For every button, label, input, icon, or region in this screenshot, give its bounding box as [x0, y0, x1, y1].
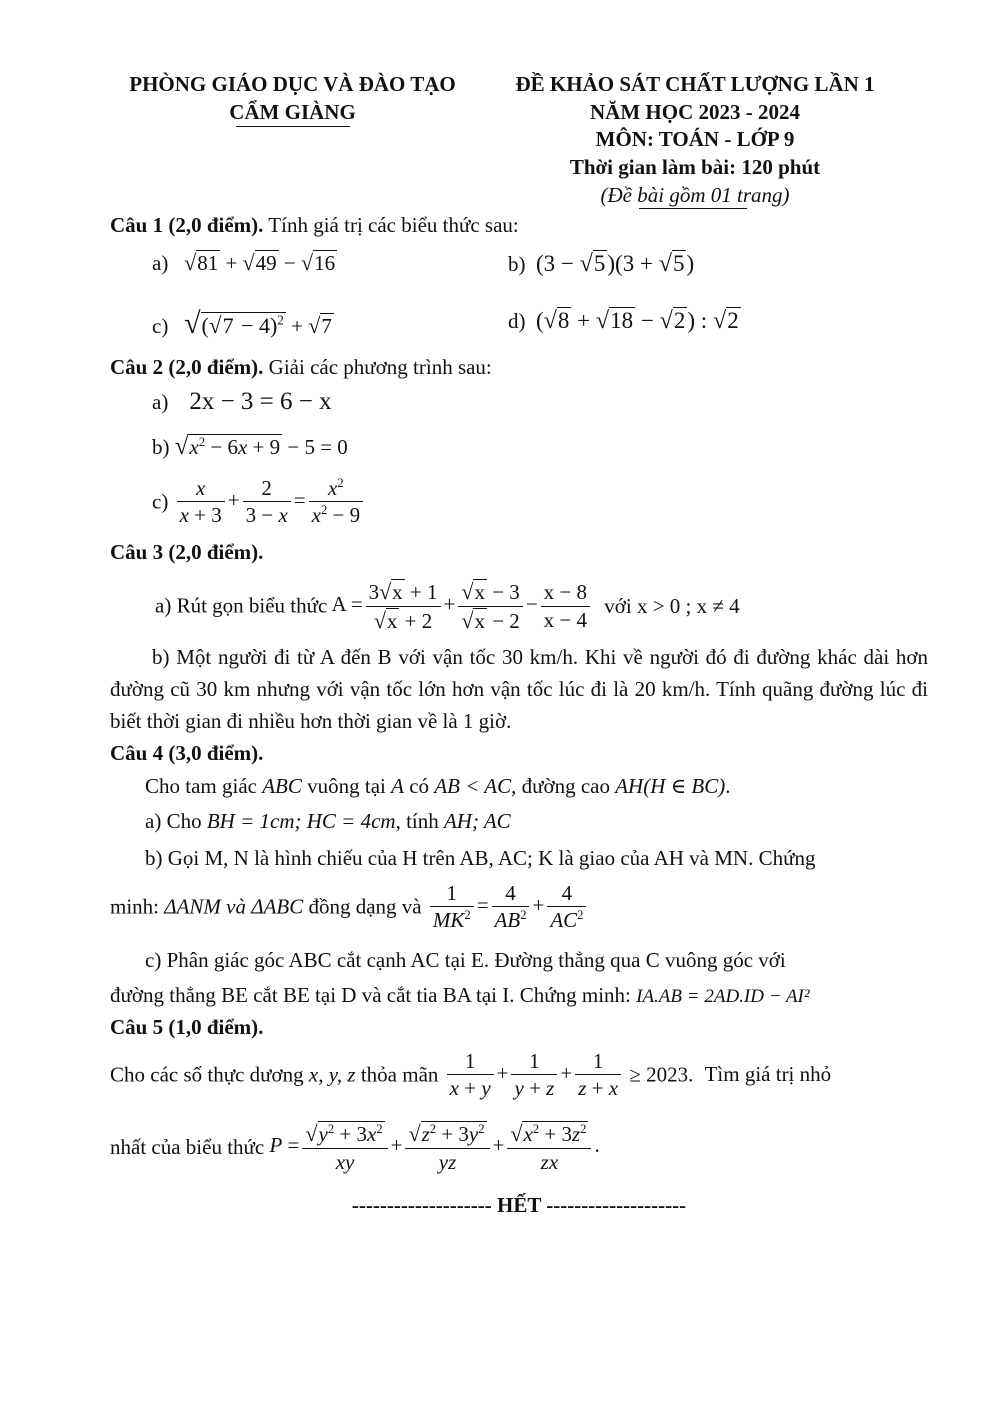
q4-c-line2 — [110, 983, 810, 1008]
q3-a-text: a) Rút gọn biểu thức — [155, 593, 328, 618]
q4-b-minh: minh: — [110, 894, 165, 919]
q1-c — [152, 307, 334, 341]
q1-heading — [110, 213, 519, 238]
q4-intro-condition: AB < AC — [434, 774, 512, 798]
q1-c-expr: $√(√7 - 4)^2 + √7$ — [184, 307, 332, 340]
q1-b-label: b) — [508, 252, 526, 276]
q4-intro-triangle: ABC — [262, 774, 302, 798]
q1-d-expr: (√8 + √18 − √2) : √2 — [536, 307, 739, 334]
q3-b-text: b) Một người đi từ A đến B với vận tốc 30 km/h. Khi về người đó đi đường khác dài hơn đường cũ 30 km nhưng với vận tốc lớn hơn vận tốc lúc đi là 20 km/h. Tính quãng đường lúc đi biết thời gian đi nhiều hơn thời gian về là 1 giờ. — [110, 645, 928, 733]
q4-intro-vertex: A — [391, 774, 404, 798]
q2-title: Câu 2 (2,0 điểm). — [110, 355, 264, 379]
q4-c-text: đường thẳng BE cắt BE tại D và cắt tia BA tại I. Chứng minh: — [110, 983, 631, 1007]
q2-b-label: b) — [152, 435, 170, 459]
q5-text2: thỏa mãn — [355, 1062, 439, 1087]
q4-a — [145, 809, 511, 834]
q4-title: Câu 4 (3,0 điểm). — [110, 741, 264, 765]
page-note-underline — [639, 208, 747, 209]
q2-a-label: a) — [152, 390, 169, 414]
subject: MÔN: TOÁN - LỚP 9 — [595, 127, 795, 151]
q5-line1 — [110, 1048, 831, 1102]
q2-c-expr: $\frac{x}{x + 3}$ + $\frac{2}{3 - x}$ = $\frac{x^2}{x^2 - 9}$ — [174, 488, 367, 512]
q5-condition: $\frac{1}{x + y}$ + $\frac{1}{y + z}$ + $\frac{1}{z + x}$ — [444, 1061, 630, 1085]
q1-b-expr: (3 − √5)(3 + √5) — [536, 250, 695, 277]
q4-b-formula: $\frac{1}{MK^2}$ = $\frac{4}{AB^2}$ + $\frac{4}{AC^2}$ — [427, 893, 590, 917]
end-marker: -------------------- HẾT -------------------- — [351, 1193, 687, 1217]
q4-intro-period: . — [725, 774, 731, 798]
q2-intro: Giải các phương trình sau: — [268, 355, 492, 379]
q3-a-expr: A = $\frac{3√x + 1}{√x + 2}$ + $\frac{√x - 3}{√x - 2}$ − $\frac{x - 8}{x - 4}$ — [331, 592, 598, 616]
q4-a-label: a) Cho — [145, 809, 207, 833]
q1-a-label: a) — [152, 251, 169, 275]
q1-intro: Tính giá trị các biểu thức sau: — [268, 213, 519, 237]
q2-b — [152, 433, 348, 461]
q5-expression: P = $\frac{√y^2 + 3x^2}{xy}$ + $\frac{√z^2 + 3y^2}{yz}$ + $\frac{√x^2 + 3z^2}{zx}$ . — [269, 1121, 600, 1174]
q2-a — [152, 388, 332, 416]
q2-a-eq: 2x − 3 = 6 − x — [189, 388, 332, 415]
q1-c-label: c) — [152, 314, 169, 338]
district-name: CẨM GIÀNG — [229, 100, 356, 124]
q1-a — [152, 250, 337, 276]
q3-title: Câu 3 (2,0 điểm). — [110, 540, 264, 564]
q4-b-text: đồng dạng và — [303, 894, 422, 919]
q5-text4: nhất của biểu thức — [110, 1134, 265, 1159]
q4-c-equation: IA.AB = 2AD.ID − AI² — [636, 986, 810, 1007]
q2-b-expr: $√x^2 - 6x + 9 - 5 = 0$ — [174, 433, 348, 460]
q4-intro-text2: vuông tại — [301, 774, 392, 798]
q4-a-given: BH = 1cm; HC = 4cm — [206, 809, 396, 833]
q2-c — [152, 475, 366, 529]
q4-c-line1: c) Phân giác góc ABC cắt cạnh AC tại E. Đường thẳng qua C vuông góc với — [145, 948, 786, 972]
q5-text3: Tìm giá trị nhỏ — [704, 1062, 832, 1087]
q1-title: Câu 1 (2,0 điểm). — [110, 213, 264, 237]
time-limit: Thời gian làm bài: 120 phút — [569, 155, 821, 179]
q5-text: Cho các số thực dương — [110, 1062, 309, 1087]
q1-d-label: d) — [508, 309, 526, 333]
q4-intro-text4: , đường cao — [511, 774, 616, 798]
q3-a-condition: với x > 0 ; x ≠ 4 — [604, 593, 740, 618]
q4-b-line1: b) Gọi M, N là hình chiếu của H trên AB, AC; K là giao của AH và MN. Chứng — [145, 846, 816, 870]
page-note: (Đề bài gồm 01 trang) — [600, 183, 790, 207]
q4-intro — [145, 774, 731, 799]
q4-intro-text: Cho tam giác — [145, 774, 263, 798]
q4-b-line2 — [110, 880, 589, 934]
q2-c-label: c) — [152, 489, 169, 514]
q5-bound: ≥ 2023. — [629, 1062, 694, 1087]
q1-b — [508, 250, 694, 278]
q4-a-targets: AH; AC — [443, 809, 511, 833]
q5-vars: x, y, z — [308, 1062, 356, 1087]
q2-heading — [110, 355, 492, 380]
q5-title: Câu 5 (1,0 điểm). — [110, 1015, 264, 1039]
q3-a — [155, 578, 740, 634]
school-year: NĂM HỌC 2023 - 2024 — [590, 100, 800, 124]
q4-a-text: , tính — [395, 809, 444, 833]
q1-d — [508, 307, 741, 335]
q5-line2 — [110, 1120, 600, 1175]
q4-b-triangles: ΔANM và ΔABC — [164, 894, 304, 919]
q4-intro-altitude: AH(H ∈ BC) — [615, 774, 726, 798]
q1-a-expr: √81 + √49 − √16 — [184, 250, 336, 275]
q4-intro-text3: có — [403, 774, 435, 798]
district-underline — [236, 126, 350, 127]
department-name: PHÒNG GIÁO DỤC VÀ ĐÀO TẠO — [129, 72, 456, 96]
exam-title: ĐỀ KHẢO SÁT CHẤT LƯỢNG LẦN 1 — [515, 72, 875, 96]
